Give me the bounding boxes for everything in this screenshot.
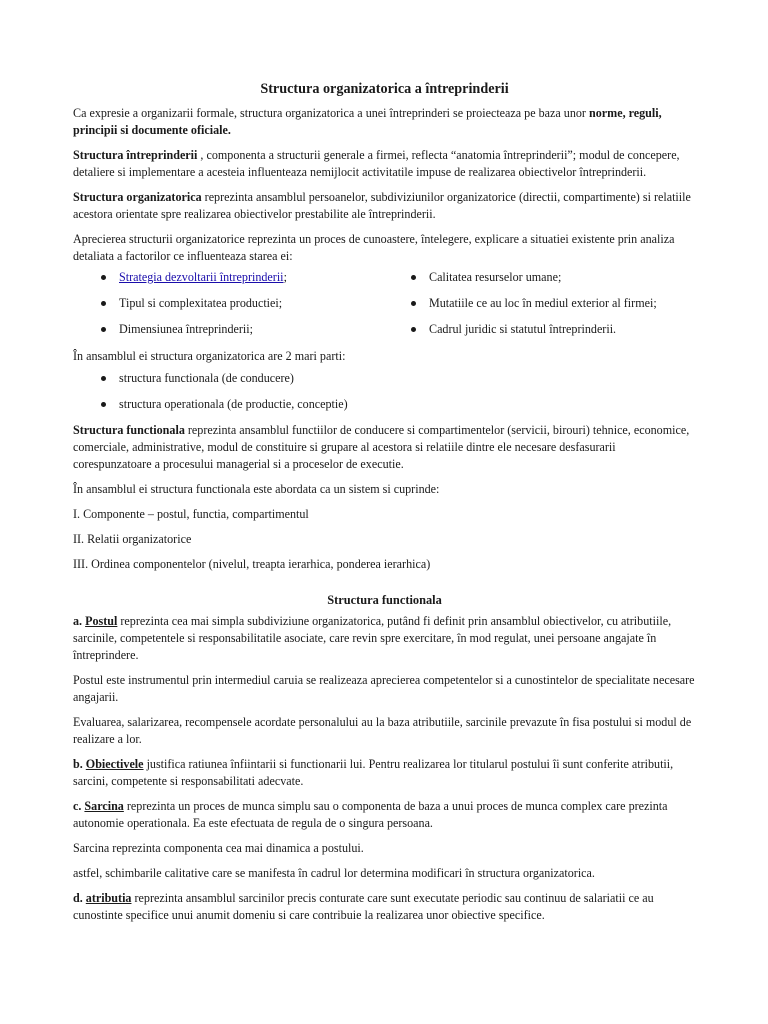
list-item: Mutatiile ce au loc în mediul exterior al firmei; — [383, 295, 696, 312]
paragraph-structura-intreprinderii: Structura întreprinderii , componenta a structurii generale a firmei, reflecta “anatomia întreprinderii”; modul de concepere, detaliere si implementare a acesteia influenteaza nemijlocit activitatile impuse de realizarea obiectivelor întreprinderii. — [73, 148, 680, 179]
document-body — [73, 80, 696, 932]
list-item: Cadrul juridic si statutul întreprinderii. — [383, 321, 696, 338]
paragraph-sistem: În ansamblul ei structura functionala este abordata ca un sistem si cuprinde: — [73, 482, 440, 496]
paragraph-relatii: II. Relatii organizatorice — [73, 532, 192, 546]
factors-list — [73, 269, 696, 338]
parts-list — [73, 370, 696, 413]
paragraph-intro: Ca expresie a organizarii formale, structura organizatorica a unei întreprinderi se proiecteaza pe baza unor norme, reguli, principii si documente oficiale. — [73, 106, 662, 137]
paragraph-parts-intro: În ansamblul ei structura organizatorica are 2 mari parti: — [73, 349, 346, 363]
list-item: structura functionala (de conducere) — [73, 370, 696, 387]
list-item: Dimensiunea întreprinderii; — [73, 321, 383, 338]
list-item: Strategia dezvoltarii întreprinderii; — [73, 269, 383, 286]
list-item: structura operationala (de productie, conceptie) — [73, 396, 696, 413]
paragraph-postul: a. Postul reprezinta cea mai simpla subdiviziune organizatorica, putând fi definit prin ansamblul obiectivelor, cu atributiile, sarcinile, competentele si responsabilitatile asociate, care revin spre exercitare, în mod regulat, unei persoane angajate în întreprindere. — [73, 614, 672, 662]
document-title: Structura organizatorica a întreprinderii — [260, 81, 509, 97]
list-item: Tipul si complexitatea productiei; — [73, 295, 383, 312]
paragraph-structura-functionala: Structura functionala reprezinta ansamblul functiilor de conducere si compartimentelor (servicii, birouri) tehnice, economice, comerciale, administrative, modul de constituire si grupare al acestora si relatiile dintre ele necesare desfasurarii corespunzatoare a procesului managerial si a proceselor de executie. — [73, 423, 690, 471]
paragraph-componente: I. Componente – postul, functia, compartimentul — [73, 507, 309, 521]
paragraph-structura-organizatorica: Structura organizatorica reprezinta ansamblul persoanelor, subdiviziunilor organizatorice (directii, compartimente) si relatiile acestora orientate spre realizarea obiectivelor prestabilite ale întreprinderii. — [73, 190, 691, 221]
paragraph-atributia: d. atributia reprezinta ansamblul sarcinilor precis conturate care sunt executate periodic sau continuu de salariatii ce au cunostinte specifice unui anumit domeniu si care contribuie la realizarea unor obiective specifice. — [73, 891, 654, 922]
paragraph-evaluarea: Evaluarea, salarizarea, recompensele acordate personalului au la baza atributiile, sarcinile prevazute în fisa postului si modul de realizare a lor. — [73, 715, 692, 746]
section-heading: Structura functionala — [327, 593, 442, 607]
paragraph-schimbari: astfel, schimbarile calitative care se manifesta în cadrul lor determina modificari în structura organizatorica. — [73, 866, 595, 880]
paragraph-sarcina: c. Sarcina reprezinta un proces de munca simplu sau o componenta de baza a unui proces de munca complex care prezinta autonomie operationala. Ea este efectuata de regula de o singura persoana. — [73, 799, 668, 830]
paragraph-instrument: Postul este instrumentul prin intermediul caruia se realizeaza aprecierea competentelor si a cunostintelor de specialitate necesare angajarii. — [73, 673, 695, 704]
strategy-link[interactable]: Strategia dezvoltarii întreprinderii — [119, 270, 284, 284]
paragraph-ordinea: III. Ordinea componentelor (nivelul, treapta ierarhica, ponderea ierarhica) — [73, 557, 431, 571]
paragraph-apreciere: Aprecierea structurii organizatorice reprezinta un proces de cunoastere, întelegere, explicare a situatiei existente prin analiza detaliata a factorilor ce influenteaza starea ei: — [73, 232, 675, 263]
paragraph-sarcina-dinamica: Sarcina reprezinta componenta cea mai dinamica a postului. — [73, 841, 364, 855]
list-item: Calitatea resurselor umane; — [383, 269, 696, 286]
paragraph-obiectivele: b. Obiectivele justifica ratiunea înfiintarii si functionarii lui. Pentru realizarea lor titularul postului îi sunt conferite atributii, sarcini, competente si responsabilitati adecvate. — [73, 757, 674, 788]
